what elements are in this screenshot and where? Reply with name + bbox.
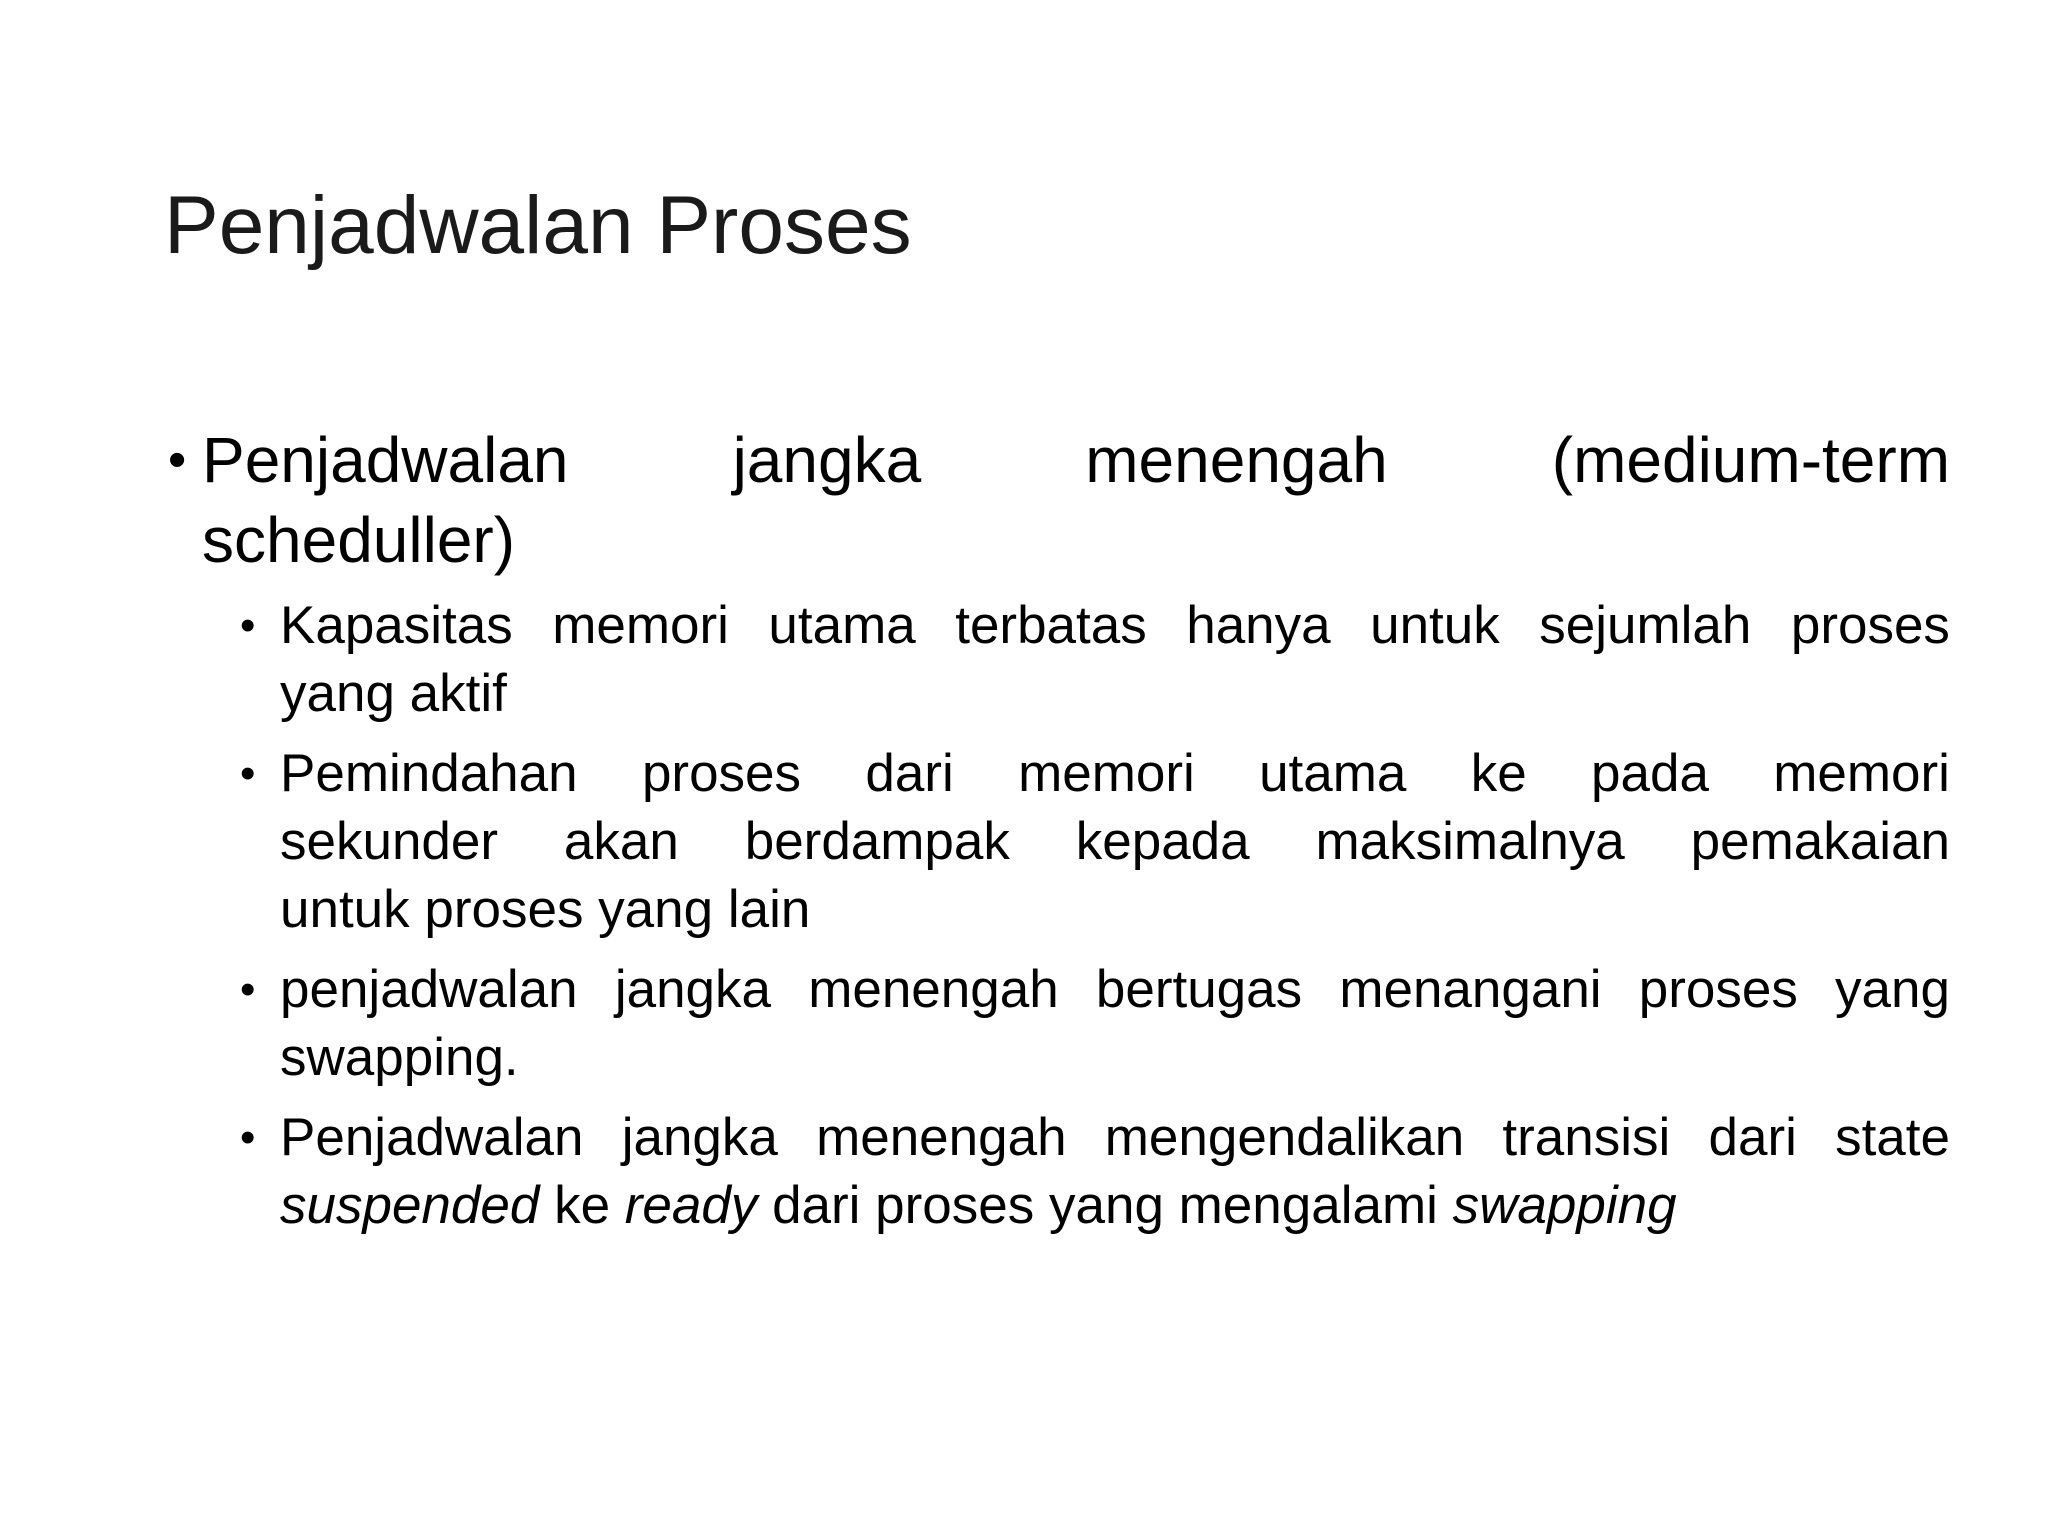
slide-content xyxy=(160,420,1950,1252)
word: utama xyxy=(768,596,916,655)
sub-bullet xyxy=(160,956,1950,1092)
word: terbatas xyxy=(955,596,1147,655)
main-bullet-line-2: scheduller) xyxy=(202,504,516,576)
word: state xyxy=(1835,1108,1950,1167)
word: proses xyxy=(641,744,802,803)
word: memori xyxy=(1018,744,1195,803)
word: Pemindahan xyxy=(280,744,578,803)
slide-title: Penjadwalan Proses xyxy=(164,180,912,271)
word: sejumlah xyxy=(1539,596,1752,655)
main-bullet xyxy=(160,420,1950,580)
main-bullet-word: jangka xyxy=(732,424,922,496)
sub-bullet-row xyxy=(280,956,1950,1024)
text-fragment: ke xyxy=(539,1176,625,1235)
word: menengah xyxy=(808,960,1059,1019)
sub-bullet xyxy=(160,592,1950,728)
bullet-icon: • xyxy=(168,431,187,489)
word: menengah xyxy=(816,1108,1067,1167)
sub-bullet xyxy=(160,1104,1950,1240)
word: hanya xyxy=(1186,596,1331,655)
word: mengendalikan xyxy=(1104,1108,1465,1167)
word: proses xyxy=(1790,596,1950,655)
word: memori xyxy=(552,596,729,655)
text-fragment: dari proses yang mengalami xyxy=(757,1176,1453,1235)
word: jangka xyxy=(621,1108,778,1167)
sub-bullet-row xyxy=(280,592,1950,660)
sub-bullet-row xyxy=(280,1104,1950,1172)
word: maksimalnya xyxy=(1315,812,1625,871)
word: jangka xyxy=(614,960,772,1019)
bullet-icon: • xyxy=(240,965,256,1014)
word: dari xyxy=(865,744,954,803)
word: memori xyxy=(1773,744,1950,803)
sub-bullet-row xyxy=(280,740,1950,808)
word: sekunder xyxy=(280,812,499,871)
word: pemakaian xyxy=(1690,812,1950,871)
bullet-icon: • xyxy=(240,1113,256,1162)
sub-bullet xyxy=(160,740,1950,944)
sub-bullet-row: yang aktif xyxy=(280,664,507,723)
word: penjadwalan xyxy=(280,960,578,1019)
sub-bullet-row: swapping. xyxy=(280,1028,519,1087)
main-bullet-word: (medium-term xyxy=(1551,424,1950,496)
main-bullet-word: menengah xyxy=(1085,424,1388,496)
word: Penjadwalan xyxy=(280,1108,584,1167)
word: transisi xyxy=(1502,1108,1671,1167)
sub-bullet-list xyxy=(160,592,1950,1240)
word: menangani xyxy=(1339,960,1602,1019)
word: berdampak xyxy=(744,812,1010,871)
word: untuk xyxy=(1370,596,1500,655)
word: utama xyxy=(1259,744,1407,803)
word: proses xyxy=(1638,960,1798,1019)
word: akan xyxy=(563,812,679,871)
sub-bullet-row: untuk proses yang lain xyxy=(280,880,811,939)
main-bullet-line-1 xyxy=(202,420,1950,500)
word: ke xyxy=(1470,744,1527,803)
word: yang xyxy=(1835,960,1950,1019)
italic-term: swapping xyxy=(1452,1176,1677,1235)
italic-term: ready xyxy=(624,1176,758,1235)
bullet-icon: • xyxy=(240,749,256,798)
bullet-icon: • xyxy=(240,601,256,650)
word: pada xyxy=(1591,744,1709,803)
sub-bullet-row xyxy=(280,1172,1950,1240)
word: dari xyxy=(1708,1108,1797,1167)
italic-term: suspended xyxy=(280,1176,540,1235)
word: Kapasitas xyxy=(280,596,513,655)
sub-bullet-row xyxy=(280,808,1950,876)
word: bertugas xyxy=(1095,960,1303,1019)
main-bullet-word: Penjadwalan xyxy=(202,424,569,496)
word: kepada xyxy=(1075,812,1250,871)
